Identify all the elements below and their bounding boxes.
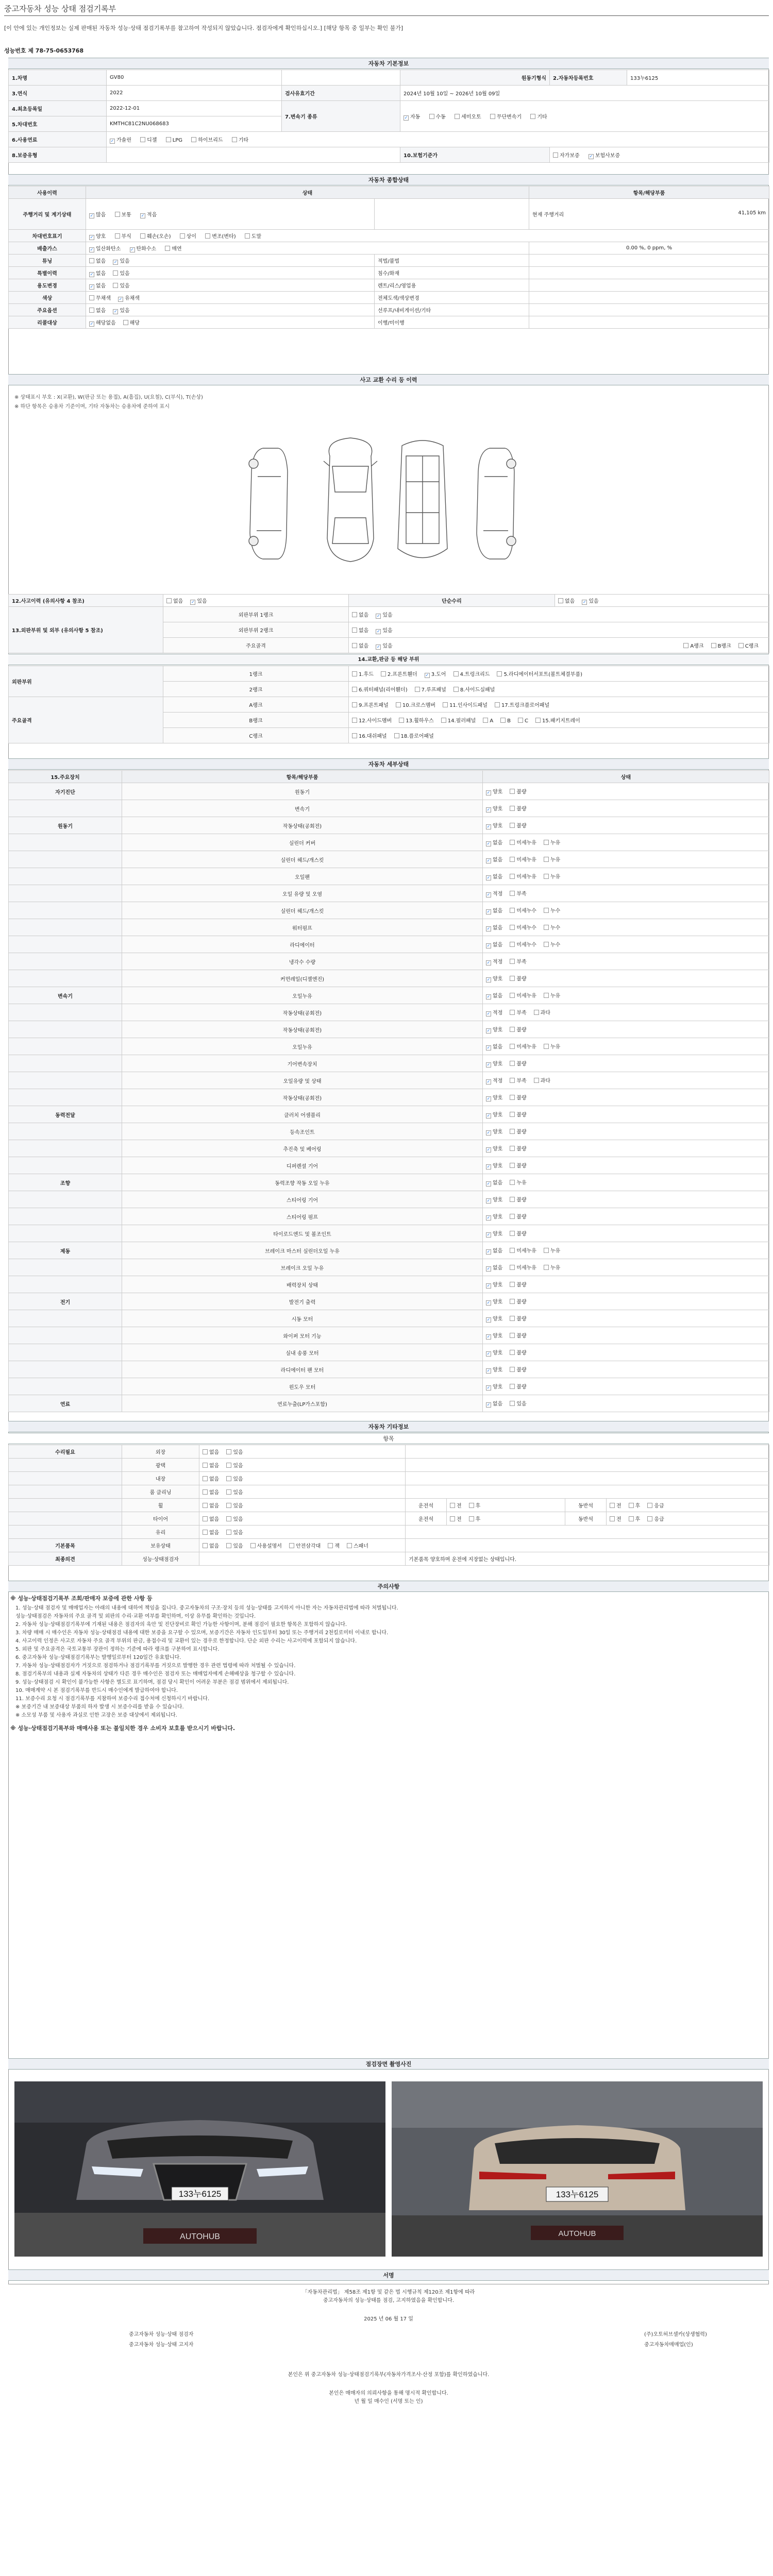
part-front-panel-checkbox[interactable]: 9.프론트패널	[352, 701, 389, 708]
detail-35-opt-0-checkbox[interactable]: ✓ 양호	[486, 1384, 503, 1390]
table-row: 광택 없음 있음	[9, 1459, 769, 1472]
fuel-gasoline-checkbox[interactable]: ✓ 가솔린	[110, 137, 131, 143]
gear-manual-checkbox[interactable]: 수동	[429, 112, 446, 120]
detail-26-opt-0-checkbox[interactable]: ✓ 양호	[486, 1231, 503, 1237]
caution-line: 11. 보증수리 요청 시 점검기록부를 지참하여 보증수리 접수처에 신청하시기 바랍니다.	[15, 1696, 210, 1702]
table-row: 실내 송풍 모터 ✓ 양호 불량	[9, 1344, 769, 1361]
car-front-top-diagram	[324, 438, 377, 562]
rear-photo	[392, 2081, 763, 2257]
detail-34-opt-0-checkbox[interactable]: ✓ 양호	[486, 1367, 503, 1373]
overall-status-table: 사용이력 상태 항목/해당부품 주행거리 및 계기상태 ✓ 많음 보통 ✓ 적음 현재 주행거리 41,105 km 차대번호표기 ✓ 양호 부식 훼손(오손) 상이 변조(변타) 도말 배출가스 ✓ 일산화탄소 ✓ 탄화수소 매연 0.00 %, 0 ppm, % 튜닝 없음 ✓ 있음 적법/불법 특별이력 ✓ 없음 있음 침수/화재 용도변경 ✓ 없음 있음 렌트/리스/영업용 색상 무채색 ✓ 유채색 전체도색/색상변경 주요옵션 없음 ✓ 있음 선루프/내비게이션/기타 리콜대상 ✓ 해당없음 해당 이행/미이행	[8, 186, 769, 329]
detail-27-opt-1-checkbox[interactable]: 미세누유	[510, 1246, 536, 1254]
car-side-left-diagram	[249, 448, 288, 559]
detail-13-opt-2-checkbox[interactable]: 과다	[534, 1008, 550, 1016]
frame-b-checkbox[interactable]: B랭크	[711, 641, 731, 649]
first-registration: 2022-12-01	[107, 101, 282, 116]
detail-22-opt-1-checkbox[interactable]: 불량	[510, 1161, 526, 1169]
detail-25-opt-0-checkbox[interactable]: ✓ 양호	[486, 1214, 503, 1220]
frame-a-checkbox[interactable]: A랭크	[683, 641, 703, 649]
front-lift-logo: AUTOHUB	[180, 2232, 220, 2241]
table-row: 조향 동력조향 작동 오일 누유 ✓ 없음 누유	[9, 1174, 769, 1191]
car-name: GV80	[107, 70, 282, 86]
other-0-opt-1-checkbox[interactable]: 있음	[226, 1448, 243, 1455]
other-1-opt-1-checkbox[interactable]: 있음	[226, 1461, 243, 1469]
option-yes-checkbox[interactable]: ✓ 있음	[113, 308, 130, 314]
color-achromatic-checkbox[interactable]: 무채색	[89, 294, 111, 301]
fuel-hybrid-checkbox[interactable]: 하이브리드	[191, 135, 223, 143]
caution-line: 성능·상태점검은 자동차의 주요 골격 및 외판의 수리·교환 여부를 확인하며, 이상 유무를 확인하는 것입니다.	[15, 1614, 256, 1619]
part-trunk-floor-checkbox[interactable]: 17.트렁크플로어패널	[495, 701, 549, 708]
caution-line: 7. 자동차 성능·상태점검자가 거짓으로 점검하거나 점검기록부를 거짓으로 발행한 경우 관련 법령에 따라 처벌될 수 있습니다.	[15, 1663, 296, 1669]
detail-34-opt-1-checkbox[interactable]: 불량	[510, 1365, 526, 1373]
detail-21-opt-0-checkbox[interactable]: ✓ 양호	[486, 1146, 503, 1152]
table-row: 휠 없음 있음 운전석 전 후 동반석 전 후 응급	[9, 1499, 769, 1512]
vin-differ-checkbox[interactable]: 상이	[180, 232, 196, 240]
part-pillar-checkbox[interactable]: 14.필러패널	[441, 716, 476, 724]
car-rear-top-diagram	[398, 440, 447, 558]
detail-23-opt-1-checkbox[interactable]: 누유	[510, 1178, 526, 1186]
detail-6-opt-0-checkbox[interactable]: ✓ 적정	[486, 891, 503, 897]
table-row: 타이어 없음 있음 운전석 전 후 동반석 전 후 응급	[9, 1512, 769, 1526]
detail-15-opt-2-checkbox[interactable]: 누유	[544, 1042, 560, 1050]
detail-5-opt-2-checkbox[interactable]: 누유	[544, 872, 560, 880]
gear-auto-checkbox[interactable]: ✓ 자동	[404, 114, 421, 120]
part-side-member-checkbox[interactable]: 12.사이드멤버	[352, 716, 392, 724]
vin-rust-checkbox[interactable]: 부식	[115, 232, 131, 240]
mileage-few-checkbox[interactable]: ✓ 적음	[141, 212, 157, 218]
other-4-opt-0-checkbox[interactable]: 없음	[203, 1501, 219, 1509]
part-inside-panel-checkbox[interactable]: 11.인사이드패널	[443, 701, 488, 708]
table-row: 기본품목 보유상태 없음 있음 사용설명서 안전삼각대 잭 스패너	[9, 1539, 769, 1552]
detail-12-opt-1-checkbox[interactable]: 미세누유	[510, 991, 536, 999]
other-4-opt-1-checkbox[interactable]: 있음	[226, 1501, 243, 1509]
table-row: 자기진단 원동기 ✓ 양호 불량	[9, 783, 769, 800]
detail-33-opt-1-checkbox[interactable]: 불량	[510, 1348, 526, 1356]
table-row: 디퍼렌셜 기어 ✓ 양호 불량	[9, 1157, 769, 1174]
part-roof-checkbox[interactable]: 7.루프패널	[415, 685, 446, 693]
detail-15-opt-0-checkbox[interactable]: ✓ 없음	[486, 1044, 503, 1050]
table-row: 라디에이터 ✓ 없음 미세누수 누수	[9, 936, 769, 953]
detail-0-opt-1-checkbox[interactable]: 불량	[510, 787, 526, 795]
basic-info-table: 1.차명 GV80 원동기형식 2.자동차등록번호 133누6125 3.연식 2022 검사유효기간 2024년 10월 10일 ~ 2026년 10월 09일 4.최초등록일 2022-12-01 7.변속기 종류 ✓ 자동 수동 세미오토 무단변속기 기타 5.차대번호 KMTHC81C2NU068683 6.사용연료 ✓ 가솔린 디젤 LPG 하이브리드 기타 8.보증유형 10.보험기준가 자가보증 ✓ 보험사보증	[8, 70, 769, 163]
detail-22-opt-0-checkbox[interactable]: ✓ 양호	[486, 1163, 503, 1169]
detail-0-opt-0-checkbox[interactable]: ✓ 양호	[486, 789, 503, 795]
other-5-driver-0-checkbox[interactable]: 전	[450, 1515, 462, 1522]
other-3-opt-0-checkbox[interactable]: 없음	[203, 1488, 219, 1496]
detail-11-opt-0-checkbox[interactable]: ✓ 양호	[486, 976, 503, 982]
detail-31-opt-1-checkbox[interactable]: 불량	[510, 1314, 526, 1322]
detail-17-opt-2-checkbox[interactable]: 과다	[534, 1076, 550, 1084]
rank2-yes-checkbox[interactable]: ✓ 있음	[376, 628, 393, 634]
rear-plate-text: 133누6125	[556, 2190, 599, 2199]
detail-17-opt-0-checkbox[interactable]: ✓ 적정	[486, 1078, 503, 1084]
vin-ok-checkbox[interactable]: ✓ 양호	[90, 233, 106, 240]
gear-semi-checkbox[interactable]: 세미오토	[455, 112, 481, 120]
section-basic-info: 자동차 기본정보	[8, 58, 769, 69]
table-row: 등속조인트 ✓ 양호 불량	[9, 1123, 769, 1140]
detail-1-opt-0-checkbox[interactable]: ✓ 양호	[486, 806, 503, 812]
doc-number: 성능번호 제 78-75-0653768	[4, 47, 84, 54]
emission-smoke-checkbox[interactable]: 매연	[165, 244, 181, 252]
detail-7-opt-0-checkbox[interactable]: ✓ 없음	[486, 908, 503, 914]
detail-27-opt-2-checkbox[interactable]: 누유	[544, 1246, 560, 1254]
other-2-opt-0-checkbox[interactable]: 없음	[203, 1475, 219, 1482]
section-caution: 주의사항	[8, 1581, 769, 1592]
other-0-opt-0-checkbox[interactable]: 없음	[203, 1448, 219, 1455]
fuel-etc-checkbox[interactable]: 기타	[232, 135, 248, 143]
emission-co-checkbox[interactable]: ✓ 일산화탄소	[90, 246, 121, 252]
detail-30-opt-1-checkbox[interactable]: 불량	[510, 1297, 526, 1305]
table-row: 배력장치 상태 ✓ 양호 불량	[9, 1276, 769, 1293]
mileage-normal-checkbox[interactable]: 보통	[115, 210, 131, 218]
frame-yes-checkbox[interactable]: ✓ 있음	[376, 643, 393, 649]
detail-20-opt-1-checkbox[interactable]: 불량	[510, 1127, 526, 1135]
section-other-info: 자동차 기타정보	[8, 1421, 769, 1432]
detail-8-opt-1-checkbox[interactable]: 미세누수	[510, 923, 536, 931]
table-row: 룸 클리닝 없음 있음	[9, 1485, 769, 1499]
detail-28-opt-1-checkbox[interactable]: 미세누유	[510, 1263, 536, 1271]
recall-na-checkbox[interactable]: ✓ 해당없음	[90, 320, 116, 326]
caution-line: 10. 매매계약 시 본 점검기록부를 반드시 매수인에게 발급하여야 합니다.	[15, 1688, 178, 1693]
detail-23-opt-0-checkbox[interactable]: ✓ 없음	[486, 1180, 503, 1186]
table-row: 실린더 커버 ✓ 없음 미세누유 누유	[9, 834, 769, 851]
table-row: 최종의견 성능·상태점검자 기본품목 양호하며 운전에 지장없는 상태입니다.	[9, 1552, 769, 1566]
detail-12-opt-2-checkbox[interactable]: 누유	[544, 991, 560, 999]
detail-28-opt-0-checkbox[interactable]: ✓ 없음	[486, 1265, 503, 1271]
detail-5-opt-0-checkbox[interactable]: ✓ 없음	[486, 874, 503, 880]
part-floor-panel-checkbox[interactable]: 18.플로어패널	[394, 732, 434, 739]
table-row: 작동상태(공회전) ✓ 양호 불량	[9, 1021, 769, 1038]
other-5-passenger-1-checkbox[interactable]: 후	[629, 1515, 641, 1522]
option-none-checkbox[interactable]: 없음	[89, 306, 106, 314]
detail-4-opt-2-checkbox[interactable]: 누유	[544, 855, 560, 863]
part-cross-member-checkbox[interactable]: 10.크로스멤버	[396, 701, 435, 708]
table-row: 시동 모터 ✓ 양호 불량	[9, 1310, 769, 1327]
caution-line: 1. 성능·상태 점검자 및 매매업자는 아래의 내용에 대하여 책임을 집니다. 중고자동차의 구조·장치 등의 성능·상태를 고지하지 아니한 자는 자동차관리법에 따라 처벌됩니다.	[15, 1605, 398, 1611]
rank1-none-checkbox[interactable]: 없음	[352, 611, 368, 618]
part-door-checkbox[interactable]: ✓ 3.도어	[425, 671, 446, 677]
part-quarter-checkbox[interactable]: 6.쿼터패널(리어휀더)	[352, 685, 408, 693]
detail-8-opt-0-checkbox[interactable]: ✓ 없음	[486, 925, 503, 931]
rank-table: 13.외판부위 및 외부 (유의사항 5 참조) 외판부위 1랭크 없음 ✓ 있음 외판부위 2랭크 없음 ✓ 있음 주요골격 없음 ✓ 있음 A랭크 B랭크 C랭크	[8, 606, 769, 653]
guarantee-options	[550, 147, 769, 163]
fuel-lpg-checkbox[interactable]: LPG	[166, 137, 182, 143]
table-row: 오일 유량 및 오염 ✓ 적정 부족	[9, 885, 769, 902]
other-5-passenger-2-checkbox[interactable]: 응급	[647, 1515, 664, 1522]
detail-5-opt-1-checkbox[interactable]: 미세누유	[510, 872, 536, 880]
accident-none-checkbox[interactable]: 없음	[166, 597, 183, 604]
detail-6-opt-1-checkbox[interactable]: 부족	[510, 889, 526, 897]
other-5-opt-1-checkbox[interactable]: 있음	[226, 1515, 243, 1522]
table-row: 스티어링 펌프 ✓ 양호 불량	[9, 1208, 769, 1225]
detail-29-opt-1-checkbox[interactable]: 불량	[510, 1280, 526, 1288]
detail-35-opt-1-checkbox[interactable]: 불량	[510, 1382, 526, 1390]
parts-table: 외판부위 1랭크 1.후드 2.프론트휀더 ✓ 3.도어 4.트렁크리드 5.라디에이터서포트(볼트체결부품) 2랭크 6.쿼터패널(리어휀더) 7.루프패널 8.사이드실패널 주요골격 A랭크 9.프론트패널 10.크로스멤버 11.인사이드패널 17.트렁크플로어패널 B랭크 12.사이드멤버 13.휠하우스 14.필러패널 A B C 15.패키지트레이 C랭크 16.대쉬패널 18.플로어패널	[8, 666, 769, 743]
table-row: 스티어링 기어 ✓ 양호 불량	[9, 1191, 769, 1208]
front-plate-text: 133누6125	[178, 2189, 222, 2199]
other-7-opt-5-checkbox[interactable]: 스패너	[347, 1541, 368, 1549]
detail-24-opt-1-checkbox[interactable]: 불량	[510, 1195, 526, 1203]
detail-7-opt-2-checkbox[interactable]: 누수	[544, 906, 560, 914]
table-row: 오일팬 ✓ 없음 미세누유 누유	[9, 868, 769, 885]
detail-19-opt-0-checkbox[interactable]: ✓ 양호	[486, 1112, 503, 1118]
detail-16-opt-1-checkbox[interactable]: 불량	[510, 1059, 526, 1067]
table-row: 작동상태(공회전) ✓ 양호 불량	[9, 1089, 769, 1106]
vin: KMTHC81C2NU068683	[107, 116, 282, 132]
detail-11-opt-1-checkbox[interactable]: 불량	[510, 974, 526, 982]
frame-c-checkbox[interactable]: C랭크	[738, 641, 759, 649]
vin-altered-checkbox[interactable]: 변조(변타)	[205, 232, 236, 240]
detail-21-opt-1-checkbox[interactable]: 불량	[510, 1144, 526, 1152]
detail-36-opt-1-checkbox[interactable]: 있음	[510, 1399, 526, 1407]
section-overall-status: 자동차 종합상태	[8, 174, 769, 185]
other-7-opt-3-checkbox[interactable]: 안전삼각대	[289, 1541, 321, 1549]
part-wheelhouse-checkbox[interactable]: 13.휠하우스	[399, 716, 434, 724]
other-2-opt-1-checkbox[interactable]: 있음	[226, 1475, 243, 1482]
accident-yes-checkbox[interactable]: ✓ 있음	[191, 598, 207, 604]
caution-footer: ※ 성능·상태점검기록부와 매매사용 또는 불일치한 경우 소비자 보호를 받으시기 바랍니다.	[10, 1725, 236, 1732]
repair-yes-checkbox[interactable]: ✓ 있음	[582, 598, 599, 604]
caution-line: 6. 중고자동차 성능·상태점검기록부는 발행일로부터 120일간 유효합니다.	[15, 1655, 181, 1660]
detail-10-opt-1-checkbox[interactable]: 부족	[510, 957, 526, 965]
section-accident-history: 사고 교환 수리 등 이력	[8, 374, 769, 385]
table-row: 변속기 ✓ 양호 불량	[9, 800, 769, 817]
rank1-yes-checkbox[interactable]: ✓ 있음	[376, 612, 393, 618]
document-title: 중고자동차 성능 상태 점검기록부	[4, 4, 116, 13]
detail-4-opt-1-checkbox[interactable]: 미세누유	[510, 855, 536, 863]
vin-painted-checkbox[interactable]: 도말	[245, 232, 261, 240]
other-7-opt-2-checkbox[interactable]: 사용설명서	[250, 1541, 282, 1549]
table-row: 냉각수 수량 ✓ 적정 부족	[9, 953, 769, 970]
detail-8-opt-2-checkbox[interactable]: 누수	[544, 923, 560, 931]
detail-12-opt-0-checkbox[interactable]: ✓ 없음	[486, 993, 503, 999]
part-fender-checkbox[interactable]: 2.프론트휀더	[381, 670, 417, 677]
model-year: 2022	[107, 86, 282, 101]
fuel-options	[107, 132, 769, 147]
other-5-passenger-0-checkbox[interactable]: 전	[610, 1515, 621, 1522]
repair-none-checkbox[interactable]: 없음	[558, 597, 575, 604]
part-trunk-checkbox[interactable]: 4.트렁크리드	[453, 670, 490, 677]
table-row: 수리필요 외장 없음 있음	[9, 1445, 769, 1459]
special-none-checkbox[interactable]: ✓ 없음	[90, 270, 106, 277]
inspection-term: 2024년 10월 10일 ~ 2026년 10월 09일	[400, 86, 769, 101]
table-row: 추진축 및 베어링 ✓ 양호 불량	[9, 1140, 769, 1157]
detail-4-opt-0-checkbox[interactable]: ✓ 없음	[486, 857, 503, 863]
table-row: 오일유량 및 상태 ✓ 적정 부족 과다	[9, 1072, 769, 1089]
table-row: 와이퍼 모터 기능 ✓ 양호 불량	[9, 1327, 769, 1344]
caution-notes: ※ 성능·상태점검기록부 조회/판매자 보증에 관한 사항 등 1. 성능·상태 점검자 및 매매업자는 아래의 내용에 대하여 책임을 집니다. 중고자동차의 구조·장치 등의 성능·상태를 고지하지 아니한 자는 자동차관리법에 따라 처벌됩니다. 성능·상태점검은 자동차의 주요 골격 및 외판의 수리·교환 여부를 확인하며, 이상 유무를 확인하는 것입니다. 2. 자동차 성능·상태점검기록부에 기재된 내용은 점검자의 육안 및 진단장비로 확인 가능한 사항이며, 분해 점검이 필요한 항목은 포함하지 않습니다. 3. 차량 매매 시 매수인은 자동차 성능·상태점검 내용에 대한 보증을 요구할 수 있으며, 보증기간은 자동차 인도일부터 30일 또는 주행거리 2천킬로미터 이내로 합니다. 4. 사고이력 인정은 사고로 자동차 주요 골격 부위의 판금, 용접수리 및 교환이 있는 경우로 한정합니다. 단순 외판 수리는 사고이력에 포함되지 않습니다. 5. 외판 및 주요골격은 국토교통부 장관이 정하는 기준에 따라 랭크를 구분하여 표시합니다. 6. 중고자동차 성능·상태점검기록부는 발행일로부터 120일간 유효합니다. 7. 자동차 성능·상태점검자가 거짓으로 점검하거나 점검기록부를 거짓으로 발행한 경우 관련 법령에 따라 처벌될 수 있습니다. 8. 점검기록부의 내용과 실제 자동차의 상태가 다른 경우 매수인은 점검자 또는 매매업자에게 손해배상을 청구할 수 있습니다. 9. 성능·상태점검 시 확인이 불가능한 사항은 별도로 표기하며, 점검 당시 확인이 어려운 부분은 점검 범위에서 제외됩니다. 10. 매매계약 시 본 점검기록부를 반드시 매수인에게 발급하여야 합니다. 11. 보증수리 요청 시 점검기록부를 지참하여 보증수리 접수처에 신청하시기 바랍니다. ※ 보증기간 내 보증대상 부품의 하자 발생 시 보증수리를 받을 수 있습니다. ※ 소모성 부품 및 사용자 과실로 인한 고장은 보증 대상에서 제외됩니다. ※ 성능·상태점검기록부와 매매사용 또는 불일치한 경우 소비자 보호를 받으시기 바랍니다.	[8, 1595, 769, 1734]
plate-number: 133누6125	[627, 70, 769, 86]
table-row: 실린더 헤드/개스킷 ✓ 없음 미세누유 누유	[9, 851, 769, 868]
other-4-driver-0-checkbox[interactable]: 전	[450, 1501, 462, 1509]
caution-line: 5. 외판 및 주요골격은 국토교통부 장관이 정하는 기준에 따라 랭크를 구분하여 표시합니다.	[15, 1647, 220, 1652]
caution-line: 9. 성능·상태점검 시 확인이 불가능한 사항은 별도로 표기하며, 점검 당시 확인이 어려운 부분은 점검 범위에서 제외됩니다.	[15, 1680, 289, 1685]
frame-none-checkbox[interactable]: 없음	[352, 641, 368, 649]
detail-3-opt-0-checkbox[interactable]: ✓ 없음	[486, 840, 503, 846]
part-pillar-a-checkbox[interactable]: A	[483, 718, 493, 724]
tuning-yes-checkbox[interactable]: ✓ 있음	[113, 258, 130, 264]
table-row: 전기 발전기 출력 ✓ 양호 불량	[9, 1293, 769, 1310]
detail-9-opt-2-checkbox[interactable]: 누수	[544, 940, 560, 948]
table-row: 워터펌프 ✓ 없음 미세누수 누수	[9, 919, 769, 936]
section-signature: 서명	[8, 2269, 769, 2281]
front-photo	[14, 2081, 385, 2257]
part-hood-checkbox[interactable]: 1.후드	[352, 670, 374, 677]
detail-1-opt-1-checkbox[interactable]: 불량	[510, 804, 526, 812]
table-row: 작동상태(공회전) ✓ 적정 부족 과다	[9, 1004, 769, 1021]
other-info-table	[8, 1445, 769, 1566]
part-pillar-b-checkbox[interactable]: B	[500, 718, 511, 724]
table-row: 연료 연료누출(LP가스포함) ✓ 없음 있음	[9, 1395, 769, 1412]
inspector-name: (주)오토허브셀카(상생협력)	[644, 2332, 707, 2337]
part-package-tray-checkbox[interactable]: 15.패키지트레이	[535, 716, 580, 724]
other-6-opt-1-checkbox[interactable]: 있음	[226, 1528, 243, 1536]
detail-29-opt-0-checkbox[interactable]: ✓ 양호	[486, 1282, 503, 1288]
table-row: 브레이크 오일 누유 ✓ 없음 미세누유 누유	[9, 1259, 769, 1276]
table-row: 제동 브레이크 마스터 실린더오일 누유 ✓ 없음 미세누유 누유	[9, 1242, 769, 1259]
detail-9-opt-0-checkbox[interactable]: ✓ 없음	[486, 942, 503, 948]
mileage-value: 41,105 km	[738, 210, 766, 216]
part-radiator-support-checkbox[interactable]: 5.라디에이터서포트(볼트체결부품)	[497, 670, 582, 677]
table-row: 실린더 헤드/개스킷 ✓ 없음 미세누수 누수	[9, 902, 769, 919]
tuning-none-checkbox[interactable]: 없음	[89, 257, 106, 264]
table-row: 유리 없음 있음	[9, 1526, 769, 1539]
table-row: 라디에이터 팬 모터 ✓ 양호 불량	[9, 1361, 769, 1378]
detail-30-opt-0-checkbox[interactable]: ✓ 양호	[486, 1299, 503, 1305]
detail-31-opt-0-checkbox[interactable]: ✓ 양호	[486, 1316, 503, 1322]
detail-3-opt-2-checkbox[interactable]: 누유	[544, 838, 560, 846]
detail-3-opt-1-checkbox[interactable]: 미세누유	[510, 838, 536, 846]
detail-14-opt-1-checkbox[interactable]: 불량	[510, 1025, 526, 1033]
detail-24-opt-0-checkbox[interactable]: ✓ 양호	[486, 1197, 503, 1203]
section-photos: 점검장면 촬영사진	[8, 2058, 769, 2070]
detail-20-opt-0-checkbox[interactable]: ✓ 양호	[486, 1129, 503, 1135]
detail-13-opt-1-checkbox[interactable]: 부족	[510, 1008, 526, 1016]
parts-title: 14.교환,판금 등 해당 부위	[8, 654, 769, 665]
caution-line: ※ 소모성 부품 및 사용자 과실로 인한 고장은 보증 대상에서 제외됩니다.	[15, 1713, 177, 1718]
guarantee-self-checkbox[interactable]: 자가보증	[553, 151, 580, 159]
other-1-opt-0-checkbox[interactable]: 없음	[203, 1461, 219, 1469]
gear-cvt-checkbox[interactable]: 무단변속기	[490, 112, 522, 120]
other-4-passenger-1-checkbox[interactable]: 후	[629, 1501, 641, 1509]
other-4-passenger-2-checkbox[interactable]: 응급	[647, 1501, 664, 1509]
rank2-none-checkbox[interactable]: 없음	[352, 626, 368, 634]
detail-16-opt-0-checkbox[interactable]: ✓ 양호	[486, 1061, 503, 1067]
other-6-opt-0-checkbox[interactable]: 없음	[203, 1528, 219, 1536]
mileage-many-checkbox[interactable]: ✓ 많음	[90, 212, 106, 218]
fuel-diesel-checkbox[interactable]: 디젤	[140, 135, 157, 143]
other-4-passenger-0-checkbox[interactable]: 전	[610, 1501, 621, 1509]
detail-14-opt-0-checkbox[interactable]: ✓ 양호	[486, 1027, 503, 1033]
detail-36-opt-0-checkbox[interactable]: ✓ 없음	[486, 1401, 503, 1407]
car-diagram	[242, 435, 531, 569]
gear-etc-checkbox[interactable]: 기타	[530, 112, 547, 120]
caution-line: 8. 점검기록부의 내용과 실제 자동차의 상태가 다른 경우 매수인은 점검자 또는 매매업자에게 손해배상을 청구할 수 있습니다.	[15, 1671, 296, 1677]
sign-date: 2025 년 06 월 17 일	[364, 2316, 413, 2322]
detail-18-opt-0-checkbox[interactable]: ✓ 양호	[486, 1095, 503, 1101]
detail-10-opt-0-checkbox[interactable]: ✓ 적정	[486, 959, 503, 965]
table-row: 타이로드엔드 및 볼조인트 ✓ 양호 불량	[9, 1225, 769, 1242]
emission-values: 0.00 %, 0 ppm, %	[529, 242, 769, 255]
detail-32-opt-0-checkbox[interactable]: ✓ 양호	[486, 1333, 503, 1339]
table-row: 커먼레일(디젤엔진) ✓ 양호 불량	[9, 970, 769, 987]
caution-line: 3. 차량 매매 시 매수인은 자동차 성능·상태점검 내용에 대한 보증을 요구할 수 있으며, 보증기간은 자동차 인도일부터 30일 또는 주행거리 2천킬로미터 이내로 합니다.	[15, 1630, 389, 1636]
detail-18-opt-1-checkbox[interactable]: 불량	[510, 1093, 526, 1101]
vin-damage-checkbox[interactable]: 훼손(오손)	[140, 232, 171, 240]
detail-33-opt-0-checkbox[interactable]: ✓ 양호	[486, 1350, 503, 1356]
accident-table: 12.사고이력 (유의사항 4 참조) 없음 ✓ 있음 단순수리 없음 ✓ 있음	[8, 594, 769, 607]
transmission-options	[400, 101, 769, 132]
detail-2-opt-0-checkbox[interactable]: ✓ 양호	[486, 823, 503, 829]
emission-hc-checkbox[interactable]: ✓ 탄화수소	[130, 246, 157, 252]
notice-text: [이 안에 있는 개인정보는 실제 판매된 자동차 성능·상태 점검기록부를 참고하여 작성되지 않았습니다. 점검자에게 확인하십시오.] [해당 항목 중 일부는 확인 불가]	[4, 25, 404, 31]
rear-lift-logo: AUTOHUB	[558, 2229, 596, 2238]
color-chromatic-checkbox[interactable]: ✓ 유채색	[119, 295, 140, 301]
part-sidesill-checkbox[interactable]: 8.사이드실패널	[453, 685, 495, 693]
other-4-driver-1-checkbox[interactable]: 후	[469, 1501, 481, 1509]
other-7-opt-4-checkbox[interactable]: 잭	[328, 1541, 340, 1549]
detail-status-table: 15.주요장치 항목/해당부품 상태 자기진단 원동기 ✓ 양호 불량 변속기 ✓ 양호 불량 원동기 작동상태(공회전) ✓ 양호 불량 실린더 커버 ✓ 없음 미세누유 누유 실린더 헤드/개스킷 ✓ 없음 미세누유 누유 오일팬 ✓ 없음 미세누유 누유 오일 유량 및 오염 ✓ 적정 부족 실린더 헤드/개스킷 ✓ 없음 미세누수 누수 워터펌프 ✓ 없음 미세누수 누수 라디에이터 ✓ 없음 미세누수 누수 냉각수 수량 ✓ 적정 부족 커먼레일(디젤엔진) ✓ 양호 불량 변속기 오일누유 ✓ 없음 미세누유 누유 작동상태(공회전) ✓ 적정 부족 과다 작동상태(공회전) ✓ 양호 불량 오일누유 ✓ 없음 미세누유 누유 기어변속장치 ✓ 양호 불량 오일유량 및 상태 ✓ 적정 부족 과다 작동상태(공회전) ✓ 양호 불량 동력전달 클러치 어셈블리 ✓ 양호 불량 등속조인트 ✓ 양호 불량 추진축 및 베어링 ✓ 양호 불량 디퍼렌셜 기어 ✓ 양호 불량 조향 동력조향 작동 오일 누유 ✓ 없음 누유 스티어링 기어 ✓ 양호 불량 스티어링 펌프 ✓ 양호 불량 타이로드엔드 및 볼조인트 ✓ 양호 불량 제동 브레이크 마스터 실린더오일 누유 ✓ 없음 미세누유 누유 브레이크 오일 누유 ✓ 없음 미세누유 누유 배력장치 상태 ✓ 양호 불량 전기 발전기 출력 ✓ 양호 불량 시동 모터 ✓ 양호 불량 와이퍼 모터 기능 ✓ 양호 불량 실내 송풍 모터 ✓ 양호 불량 라디에이터 팬 모터 ✓ 양호 불량 윈도우 모터 ✓ 양호 불량 연료 연료누출(LP가스포함) ✓ 없음 있음	[8, 770, 769, 1412]
recall-yes-checkbox[interactable]: 해당	[123, 318, 140, 326]
table-row: 윈도우 모터 ✓ 양호 불량	[9, 1378, 769, 1395]
part-pillar-c-checkbox[interactable]: C	[518, 718, 528, 724]
detail-27-opt-0-checkbox[interactable]: ✓ 없음	[486, 1248, 503, 1254]
detail-13-opt-0-checkbox[interactable]: ✓ 적정	[486, 1010, 503, 1016]
table-row: 내장 없음 있음	[9, 1472, 769, 1485]
other-5-driver-1-checkbox[interactable]: 후	[469, 1515, 481, 1522]
caution-line: ※ 보증기간 내 보증대상 부품의 하자 발생 시 보증수리를 받을 수 있습니다.	[15, 1704, 184, 1710]
other-3-opt-1-checkbox[interactable]: 있음	[226, 1488, 243, 1496]
other-info-sub: 항목	[8, 1433, 769, 1444]
other-7-opt-0-checkbox[interactable]: 없음	[203, 1541, 219, 1549]
table-row: 원동기 작동상태(공회전) ✓ 양호 불량	[9, 817, 769, 834]
caution-line: 4. 사고이력 인정은 사고로 자동차 주요 골격 부위의 판금, 용접수리 및 교환이 있는 경우로 한정합니다. 단순 외판 수리는 사고이력에 포함되지 않습니다.	[15, 1638, 357, 1644]
table-row: 오일누유 ✓ 없음 미세누유 누유	[9, 1038, 769, 1055]
special-yes-checkbox[interactable]: 있음	[113, 269, 129, 277]
detail-32-opt-1-checkbox[interactable]: 불량	[510, 1331, 526, 1339]
detail-9-opt-1-checkbox[interactable]: 미세누수	[510, 940, 536, 948]
guarantee-insurer-checkbox[interactable]: ✓ 보험사보증	[589, 152, 620, 159]
usage-none-checkbox[interactable]: ✓ 없음	[90, 283, 106, 289]
detail-7-opt-1-checkbox[interactable]: 미세누수	[510, 906, 536, 914]
section-detail-status: 자동차 세부상태	[8, 758, 769, 770]
detail-19-opt-1-checkbox[interactable]: 불량	[510, 1110, 526, 1118]
detail-15-opt-1-checkbox[interactable]: 미세누유	[510, 1042, 536, 1050]
table-row: 동력전달 클러치 어셈블리 ✓ 양호 불량	[9, 1106, 769, 1123]
detail-26-opt-1-checkbox[interactable]: 불량	[510, 1229, 526, 1237]
usage-yes-checkbox[interactable]: 있음	[113, 281, 129, 289]
car-side-right-diagram	[477, 448, 516, 559]
table-row: 변속기 오일누유 ✓ 없음 미세누유 누유	[9, 987, 769, 1004]
other-5-opt-0-checkbox[interactable]: 없음	[203, 1515, 219, 1522]
detail-17-opt-1-checkbox[interactable]: 부족	[510, 1076, 526, 1084]
detail-28-opt-2-checkbox[interactable]: 누유	[544, 1263, 560, 1271]
other-7-opt-1-checkbox[interactable]: 있음	[226, 1541, 243, 1549]
detail-25-opt-1-checkbox[interactable]: 불량	[510, 1212, 526, 1220]
caution-line: 2. 자동차 성능·상태점검기록부에 기재된 내용은 점검자의 육안 및 진단장비로 확인 가능한 사항이며, 분해 점검이 필요한 항목은 포함하지 않습니다.	[15, 1622, 347, 1628]
part-dash-panel-checkbox[interactable]: 16.대쉬패널	[352, 732, 387, 739]
buyer-sign-line[interactable]: 년 월 일 매수인 (서명 또는 인)	[354, 2399, 423, 2404]
detail-2-opt-1-checkbox[interactable]: 불량	[510, 821, 526, 829]
table-row: 기어변속장치 ✓ 양호 불량	[9, 1055, 769, 1072]
